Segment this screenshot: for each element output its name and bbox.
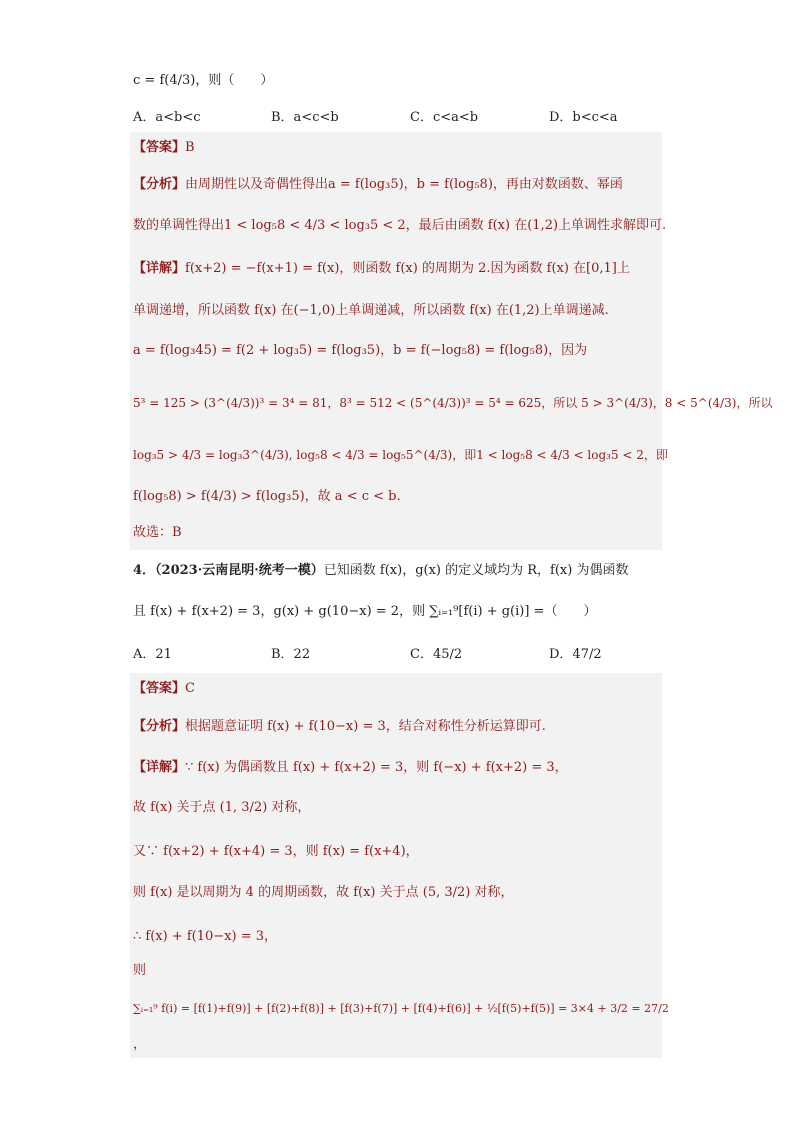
- q3-answer-line: [133, 139, 195, 157]
- q3-detail-6: f(log₅8) > f(4/3) > f(log₃5)，故 a < c < b.: [133, 489, 401, 504]
- q3-choose: 故选：B: [133, 525, 182, 540]
- q4-detail-6: 则: [133, 963, 147, 978]
- q3-stem: c = f(4/3)，则（ ）: [133, 73, 274, 88]
- q4-detail-7: ∑ᵢ₌₁⁹ f(i) = [f(1)+f(9)] + [f(2)+f(8)] + [f(3)+f(7)] + [f(4)+f(6)] + ½[f(5)+f(5)] = 3×4 + 3/2 = 27/2: [133, 1002, 669, 1015]
- q3-detail-5: log₃5 > 4/3 = log₃3^(4/3), log₅8 < 4/3 = log₅5^(4/3)，即1 < log₅8 < 4/3 < log₃5 < 2，即: [133, 448, 668, 462]
- q3-analysis-2: 数的单调性得出1 < log₅8 < 4/3 < log₃5 < 2，最后由函数 f(x) 在(1,2)上单调性求解即可.: [133, 218, 667, 233]
- q3-option-a: A．a<b<c: [133, 110, 201, 125]
- q4-analysis: [133, 718, 546, 736]
- q4-detail-3: 又∵ f(x+2) + f(x+4) = 3，则 f(x) = f(x+4)，: [133, 844, 419, 859]
- q3-detail-3: a = f(log₃45) = f(2 + log₃5) = f(log₃5)，b = f(−log₅8) = f(log₅8)，因为: [133, 343, 588, 358]
- detail-tag: 【详解】: [133, 760, 186, 775]
- analysis-text: 由周期性以及奇偶性得出a = f(log₃5)，b = f(log₅8)，再由对数函数、幂函: [185, 177, 623, 192]
- q4-option-a: A．21: [133, 647, 172, 662]
- q4-detail-2: 故 f(x) 关于点 (1, 3/2) 对称，: [133, 800, 311, 815]
- q4-source: （2023·云南昆明·统考一模）: [155, 563, 324, 578]
- q3-option-c: C．c<a<b: [410, 110, 479, 125]
- analysis-tag: 【分析】: [133, 177, 186, 192]
- q4-answer-line: [133, 680, 195, 698]
- q4-stem-text: 已知函数 f(x)，g(x) 的定义域均为 R，f(x) 为偶函数: [323, 563, 629, 578]
- answer-value: C: [185, 681, 195, 696]
- q4-option-d: D．47/2: [549, 647, 602, 662]
- q4-stem-2: 且 f(x) + f(x+2) = 3，g(x) + g(10−x) = 2，则 ∑ᵢ₌₁⁹[f(i) + g(i)] =（ ）: [133, 604, 597, 619]
- q4-option-b: B．22: [271, 647, 311, 662]
- q4-option-c: C．45/2: [410, 647, 463, 662]
- q3-option-b: B．a<c<b: [271, 110, 339, 125]
- analysis-tag: 【分析】: [133, 719, 186, 734]
- q4-detail-4: 则 f(x) 是以周期为 4 的周期函数，故 f(x) 关于点 (5, 3/2) 对称，: [133, 885, 514, 900]
- q4-detail-8: ，: [133, 1037, 147, 1052]
- q4-number: 4．: [133, 563, 156, 578]
- q4-stem-1: [133, 562, 628, 580]
- answer-value: B: [185, 140, 195, 155]
- answer-tag: 【答案】: [133, 681, 186, 696]
- q3-analysis-1: [133, 176, 623, 194]
- q3-option-d: D．b<c<a: [549, 110, 618, 125]
- detail-text: ∵ f(x) 为偶函数且 f(x) + f(x+2) = 3，则 f(−x) + f(x+2) = 3，: [185, 760, 568, 775]
- q3-detail-1: [133, 260, 630, 278]
- q4-detail-1: [133, 759, 568, 777]
- q3-detail-4: 5³ = 125 > (3^(4/3))³ = 3⁴ = 81，8³ = 512 < (5^(4/3))³ = 5⁴ = 625，所以 5 > 3^(4/3)，8 < 5^(4/3)，所以: [133, 396, 773, 410]
- q4-detail-5: ∴ f(x) + f(10−x) = 3，: [133, 929, 277, 944]
- answer-tag: 【答案】: [133, 140, 186, 155]
- q3-detail-2: 单调递增，所以函数 f(x) 在(−1,0)上单调递减，所以函数 f(x) 在(1,2)上单调递减.: [133, 303, 609, 318]
- detail-text: f(x+2) = −f(x+1) = f(x)，则函数 f(x) 的周期为 2.因为函数 f(x) 在[0,1]上: [185, 261, 630, 276]
- detail-tag: 【详解】: [133, 261, 186, 276]
- analysis-text: 根据题意证明 f(x) + f(10−x) = 3，结合对称性分析运算即可.: [185, 719, 546, 734]
